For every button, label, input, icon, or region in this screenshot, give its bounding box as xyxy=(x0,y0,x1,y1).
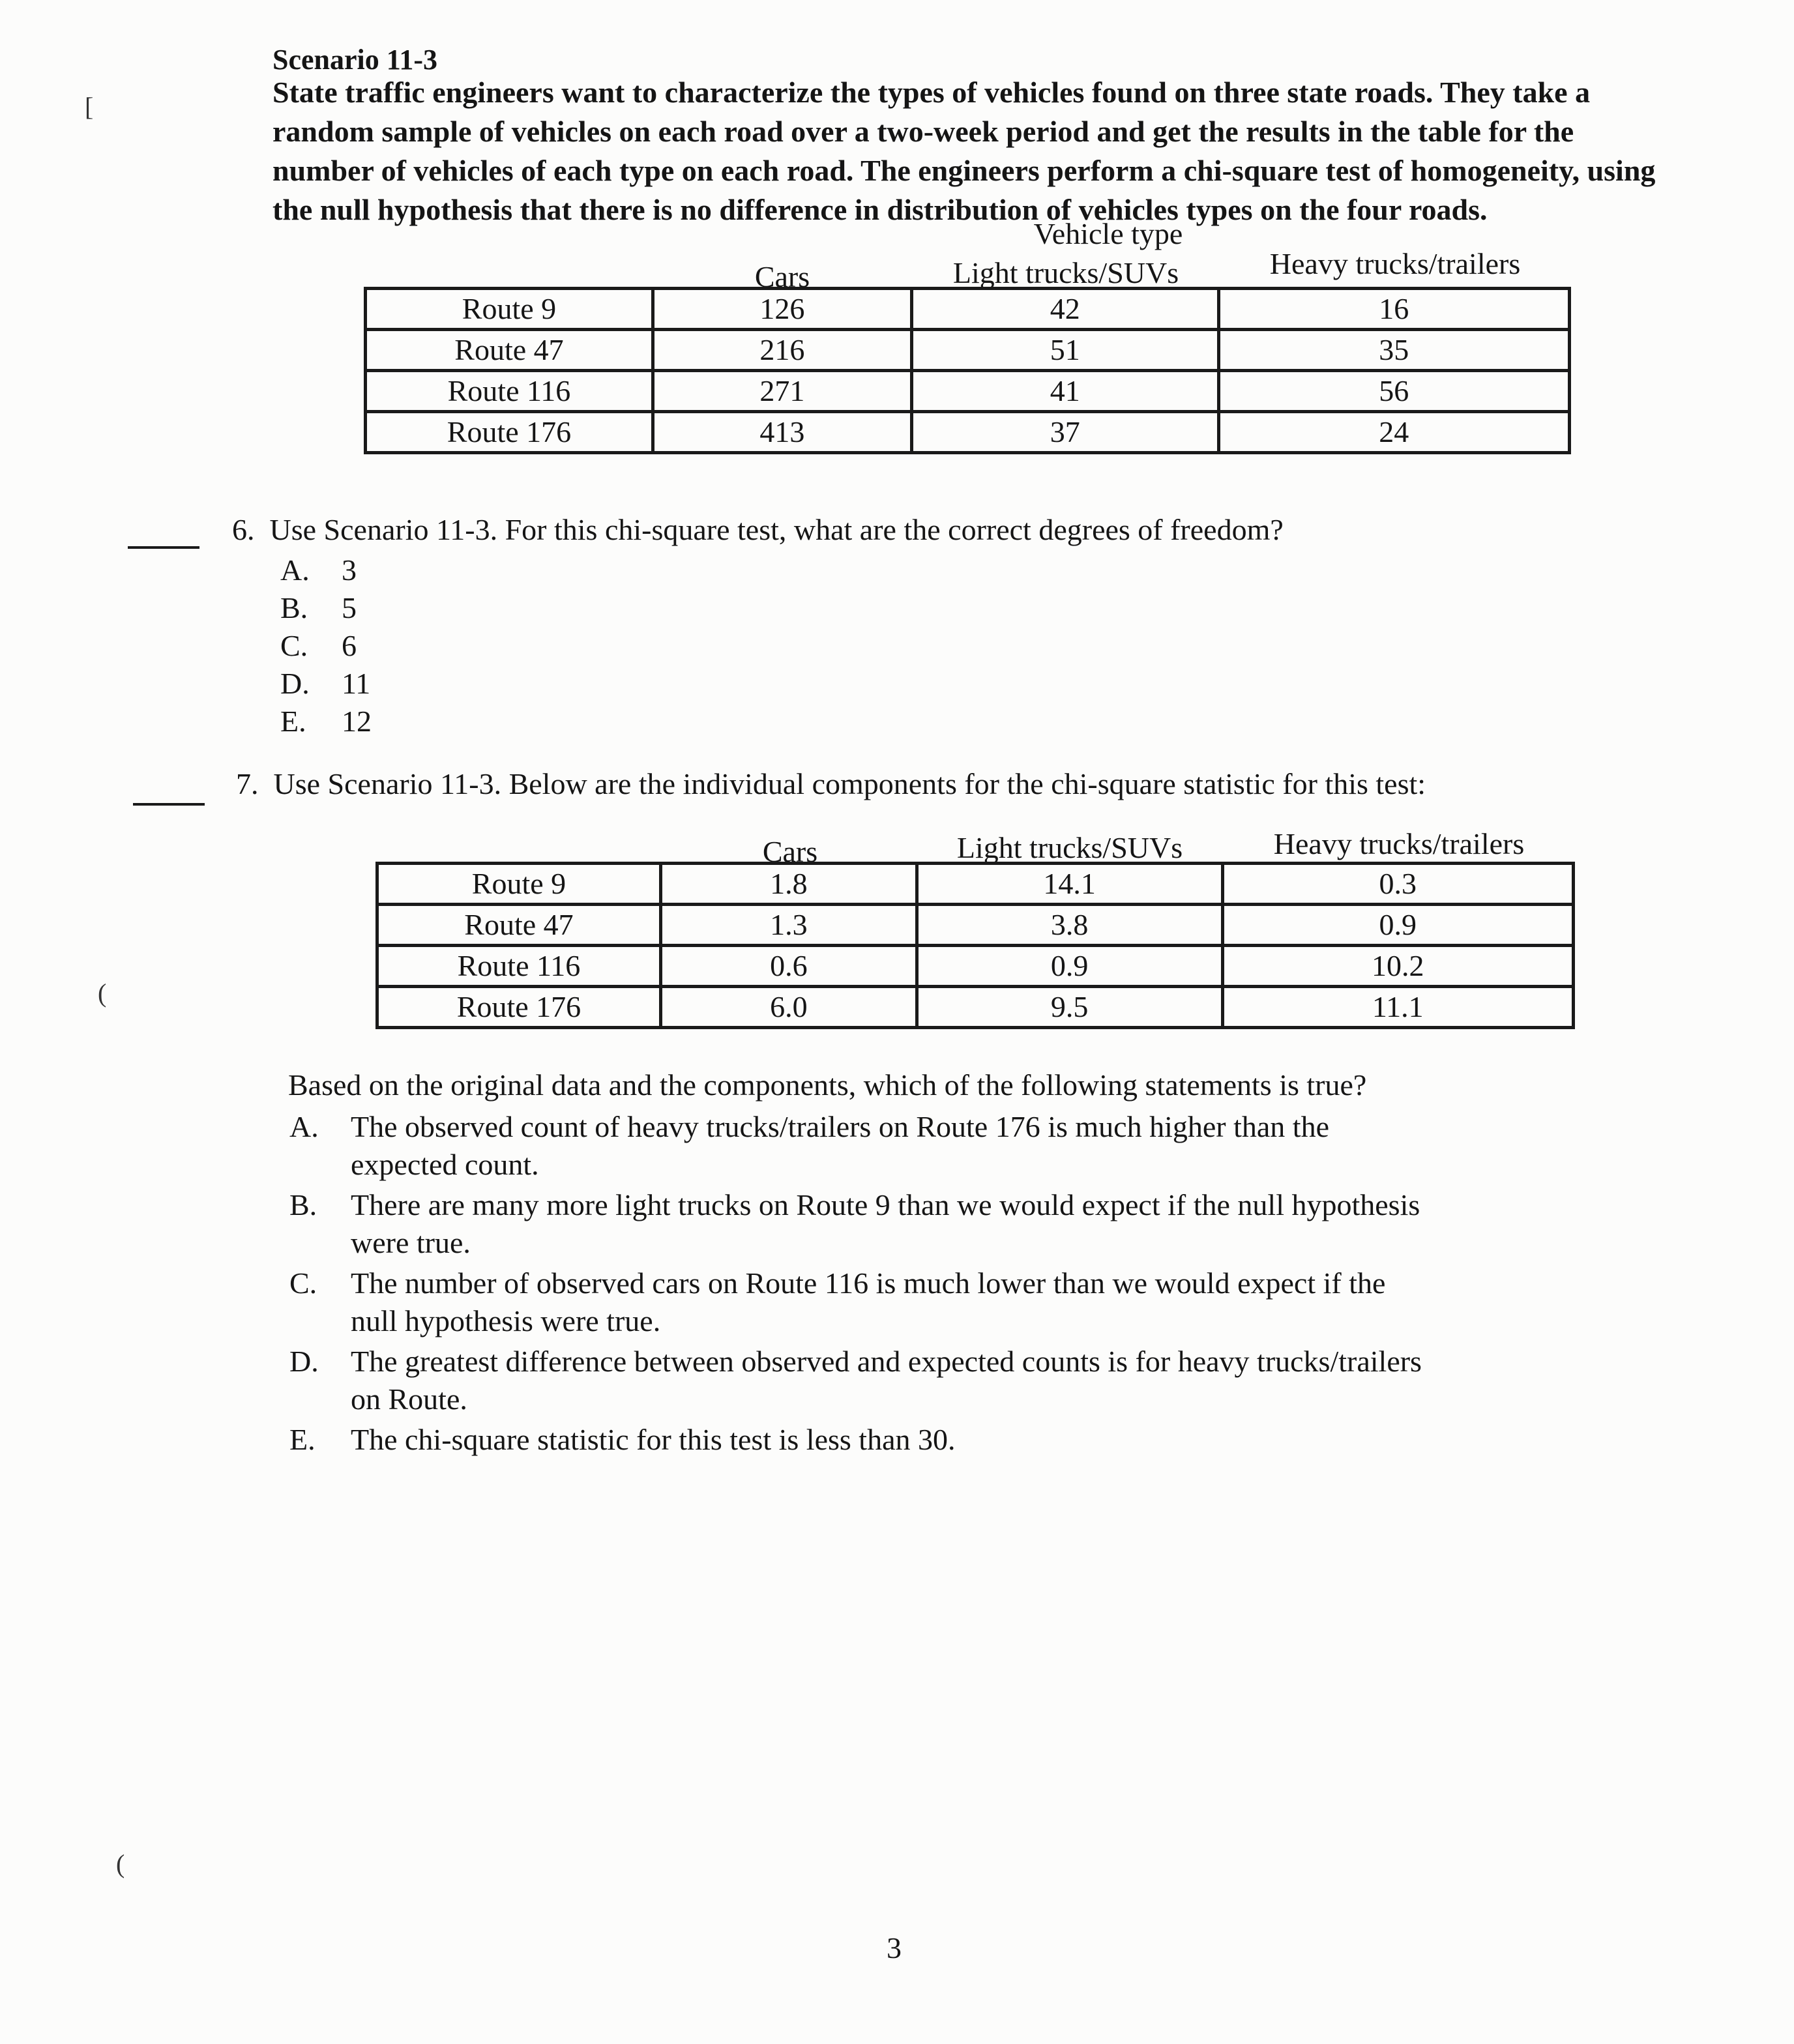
scenario-line: number of vehicles of each type on each road. The engineers perform a chi-square test of homogeneity, using xyxy=(272,154,1656,187)
option-e: E. The chi-square statistic for this test is less than 30. xyxy=(289,1423,956,1456)
value-cell: 216 xyxy=(653,330,911,371)
question-text: Use Scenario 11-3. For this chi-square test, what are the correct degrees of freedom? xyxy=(269,513,1284,546)
scenario-title: Scenario 11-3 xyxy=(272,44,437,76)
chi-square-components-table xyxy=(375,862,1575,1029)
value-cell: 271 xyxy=(653,371,911,412)
table-row xyxy=(377,864,1574,905)
value-cell: 24 xyxy=(1218,412,1569,453)
value-cell: 42 xyxy=(911,289,1218,330)
value-cell: 0.9 xyxy=(1222,905,1574,946)
value-cell: 56 xyxy=(1218,371,1569,412)
route-cell: Route 47 xyxy=(366,330,653,371)
value-cell: 413 xyxy=(653,412,911,453)
scenario-description xyxy=(272,73,1668,229)
table-row xyxy=(366,412,1570,453)
table-row xyxy=(366,371,1570,412)
table-title: Vehicle type xyxy=(1033,217,1183,250)
value-cell: 51 xyxy=(911,330,1218,371)
question-text: Use Scenario 11-3. Below are the individual components for the chi-square statistic for this test: xyxy=(273,767,1426,800)
scenario-line: State traffic engineers want to characterize the types of vehicles found on three state roads. They take a xyxy=(272,76,1591,109)
value-cell: 1.8 xyxy=(660,864,917,905)
option-c: C. 6 xyxy=(280,629,357,662)
value-cell: 16 xyxy=(1218,289,1569,330)
col-header-heavy-trucks: Heavy trucks/trailers xyxy=(1273,827,1525,860)
route-cell: Route 176 xyxy=(366,412,653,453)
option-d: D. The greatest difference between observed and expected counts is for heavy trucks/trailers on Route. xyxy=(289,1345,1422,1416)
option-d: D. 11 xyxy=(280,667,371,700)
value-cell: 37 xyxy=(911,412,1218,453)
value-cell: 41 xyxy=(911,371,1218,412)
option-c: C. The number of observed cars on Route 116 is much lower than we would expect if the null hypothesis were true. xyxy=(289,1266,1386,1337)
table-row xyxy=(377,905,1574,946)
value-cell: 0.3 xyxy=(1222,864,1574,905)
answer-blank-q7[interactable] xyxy=(133,803,205,806)
route-cell: Route 47 xyxy=(377,905,661,946)
q6-options xyxy=(280,551,372,740)
q7-prompt: Based on the original data and the components, which of the following statements is true? xyxy=(288,1068,1367,1102)
value-cell: 0.9 xyxy=(917,946,1222,987)
margin-mark: ( xyxy=(116,1849,125,1878)
value-cell: 35 xyxy=(1218,330,1569,371)
margin-mark: ( xyxy=(98,978,107,1008)
q7-options xyxy=(289,1108,1422,1459)
page-number: 3 xyxy=(887,1931,902,1964)
scenario-line: the null hypothesis that there is no difference in distribution of vehicles types on the four roads. xyxy=(272,193,1488,226)
col-header-light-trucks: Light trucks/SUVs xyxy=(956,831,1183,864)
col-header-cars: Cars xyxy=(754,260,810,293)
route-cell: Route 9 xyxy=(366,289,653,330)
table-row xyxy=(366,330,1570,371)
question-7 xyxy=(236,766,1426,801)
col-header-cars: Cars xyxy=(762,835,818,868)
col-header-light-trucks: Light trucks/SUVs xyxy=(952,256,1179,289)
value-cell: 11.1 xyxy=(1222,987,1574,1028)
option-e: E. 12 xyxy=(280,705,372,738)
scenario-line: random sample of vehicles on each road over a two-week period and get the results in the table for the xyxy=(272,115,1574,148)
value-cell: 0.6 xyxy=(660,946,917,987)
question-number: 7. xyxy=(236,767,259,800)
route-cell: Route 116 xyxy=(366,371,653,412)
question-number: 6. xyxy=(232,513,255,546)
observed-counts-table xyxy=(364,287,1571,454)
value-cell: 3.8 xyxy=(917,905,1222,946)
margin-mark: [ xyxy=(85,92,94,121)
route-cell: Route 116 xyxy=(377,946,661,987)
route-cell: Route 176 xyxy=(377,987,661,1028)
value-cell: 14.1 xyxy=(917,864,1222,905)
table-row xyxy=(366,289,1570,330)
option-a: A. 3 xyxy=(280,553,357,587)
option-b: B. There are many more light trucks on Route 9 than we would expect if the null hypothesis were true. xyxy=(289,1188,1420,1259)
value-cell: 6.0 xyxy=(660,987,917,1028)
value-cell: 9.5 xyxy=(917,987,1222,1028)
value-cell: 126 xyxy=(653,289,911,330)
question-6 xyxy=(232,512,1284,547)
option-a: A. The observed count of heavy trucks/trailers on Route 176 is much higher than the expected count. xyxy=(289,1110,1329,1181)
value-cell: 10.2 xyxy=(1222,946,1574,987)
table-row xyxy=(377,987,1574,1028)
table-row xyxy=(377,946,1574,987)
route-cell: Route 9 xyxy=(377,864,661,905)
answer-blank-q6[interactable] xyxy=(128,546,199,549)
col-header-heavy-trucks: Heavy trucks/trailers xyxy=(1269,247,1521,280)
value-cell: 1.3 xyxy=(660,905,917,946)
option-b: B. 5 xyxy=(280,591,357,624)
